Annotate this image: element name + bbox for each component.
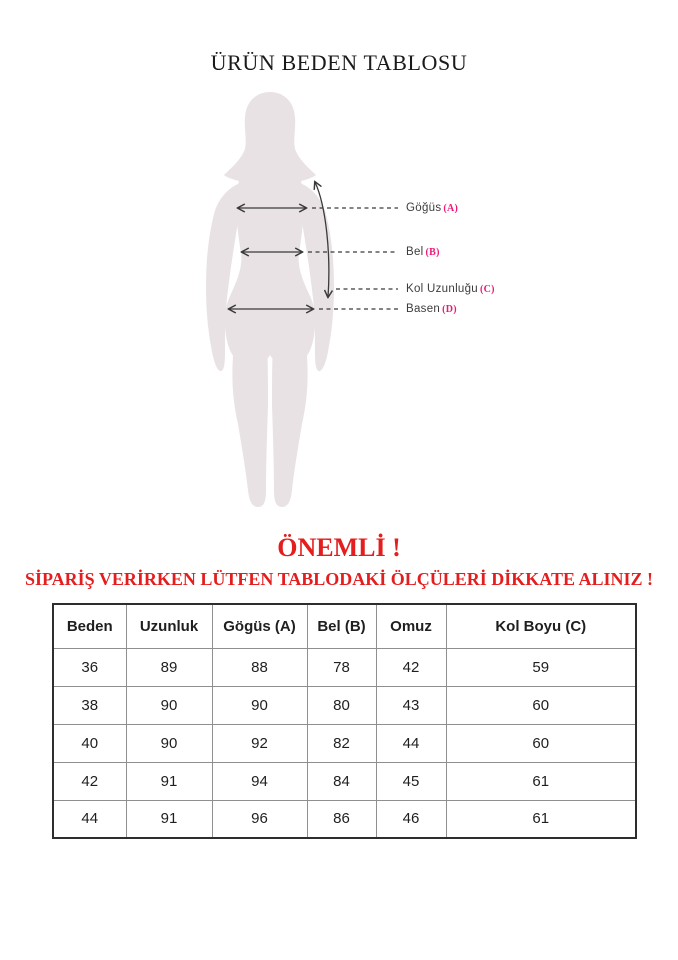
table-row [53,724,636,762]
table-cell: 45 [376,762,446,800]
important-heading: ÖNEMLİ ! [277,533,401,562]
header-arm-length: Kol Boyu (C) [446,604,636,648]
label-hip [406,302,457,316]
header-row [53,604,636,648]
label-chest-text: Göğüs [406,202,442,214]
table-cell: 61 [446,762,636,800]
label-hip-code: (D) [442,304,457,315]
table-cell: 61 [446,800,636,838]
table-row [53,800,636,838]
table-cell: 91 [126,800,212,838]
label-arm-length-text: Kol Uzunluğu [406,283,479,295]
table-cell: 46 [376,800,446,838]
header-waist: Bel (B) [307,604,376,648]
table-cell: 94 [212,762,307,800]
header-chest: Gögüs (A) [212,604,307,648]
size-table [52,603,637,839]
label-hip-text: Basen [406,303,441,315]
label-chest-code: (A) [443,203,459,214]
label-arm-length-code: (C) [480,284,495,295]
size-table-body [53,648,636,838]
table-cell: 82 [307,724,376,762]
table-cell: 96 [212,800,307,838]
label-arm-length [406,282,495,296]
table-row [53,648,636,686]
label-chest [406,201,458,215]
table-cell: 44 [53,800,126,838]
table-cell: 43 [376,686,446,724]
table-cell: 38 [53,686,126,724]
silhouette-head-hair [224,92,316,184]
table-cell: 42 [53,762,126,800]
table-cell: 88 [212,648,307,686]
label-waist-code: (B) [425,247,440,258]
table-cell: 42 [376,648,446,686]
header-length: Uzunluk [126,604,212,648]
size-table-header [53,604,636,648]
table-cell: 60 [446,686,636,724]
table-cell: 91 [126,762,212,800]
page-title: ÜRÜN BEDEN TABLOSU [210,50,468,75]
table-cell: 89 [126,648,212,686]
table-cell: 60 [446,724,636,762]
header-shoulder: Omuz [376,604,446,648]
table-cell: 80 [307,686,376,724]
table-cell: 92 [212,724,307,762]
table-cell: 40 [53,724,126,762]
label-waist-text: Bel [406,246,424,258]
table-row [53,686,636,724]
silhouette-right-leg [272,345,308,507]
table-cell: 78 [307,648,376,686]
label-waist [406,245,440,259]
important-subheading: SİPARİŞ VERİRKEN LÜTFEN TABLODAKİ ÖLÇÜLERİ DİKKATE ALINIZ ! [25,569,653,589]
table-cell: 86 [307,800,376,838]
header-size: Beden [53,604,126,648]
table-cell: 59 [446,648,636,686]
table-cell: 44 [376,724,446,762]
silhouette-left-leg [232,345,268,507]
table-cell: 36 [53,648,126,686]
table-cell: 90 [126,724,212,762]
table-cell: 90 [126,686,212,724]
table-cell: 84 [307,762,376,800]
female-body-silhouette [206,92,334,507]
table-cell: 90 [212,686,307,724]
table-row [53,762,636,800]
